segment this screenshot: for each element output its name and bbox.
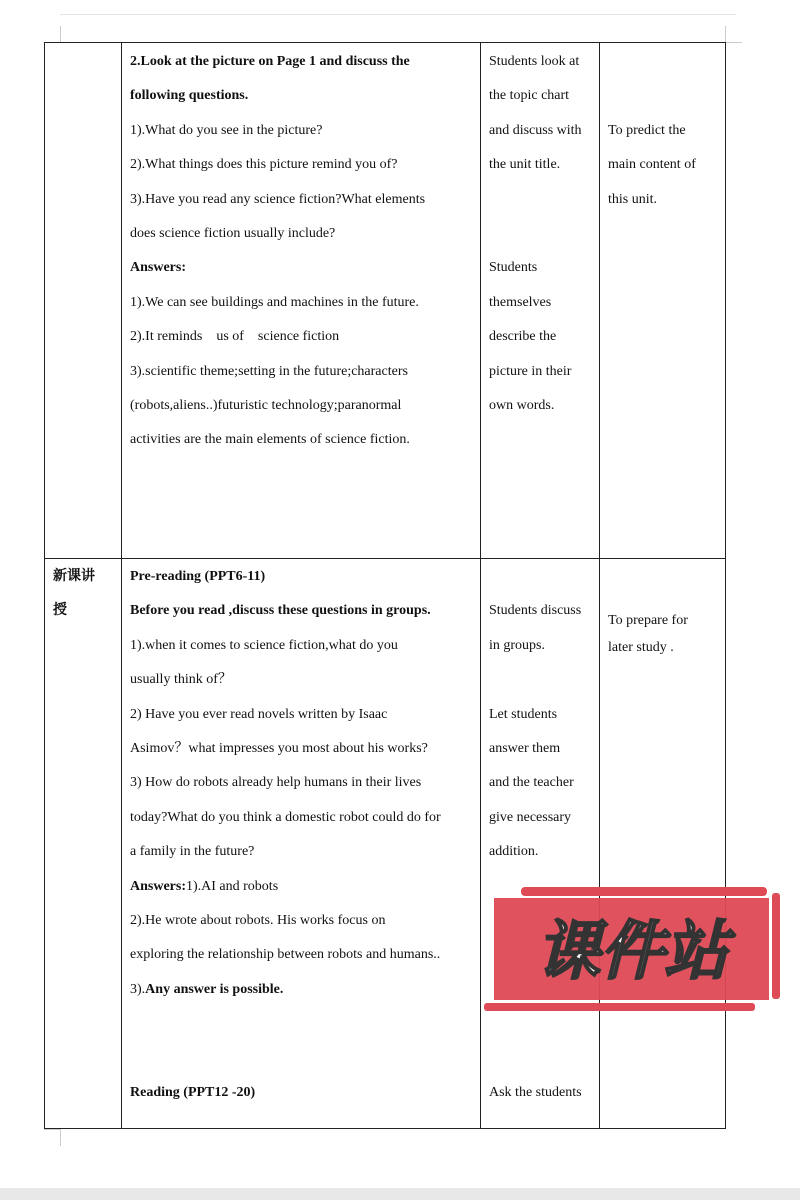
text-line: 新课讲 <box>53 569 95 584</box>
text-line: picture in their <box>489 363 572 379</box>
text-line: Asimov？what impresses you most about his works? <box>130 740 428 756</box>
text-line: 3).Have you read any science fiction?What elements <box>130 191 426 207</box>
text-line: 1).when it comes to science fiction,what do you <box>130 637 398 653</box>
watermark-logo-text: 课件站 <box>536 915 728 989</box>
text-line <box>489 183 591 217</box>
cell-purpose <box>600 43 726 559</box>
text-line: 2).He wrote about robots. His works focus on <box>130 912 386 928</box>
text-line <box>130 1007 472 1041</box>
text-line: answer them <box>489 740 561 756</box>
text-line: and discuss with <box>489 122 582 138</box>
answers-label: Answers: <box>130 878 186 894</box>
text-line: Pre-reading (PPT6-11) <box>130 569 266 584</box>
table-row <box>45 43 726 559</box>
text-line <box>608 45 717 79</box>
text: Any answer is possible. <box>145 981 284 997</box>
text-line: later study . <box>608 640 674 655</box>
text-line: in groups. <box>489 637 545 653</box>
text-line: exploring the relationship between robots and humans.. <box>130 947 441 963</box>
text-line: following questions. <box>130 88 249 104</box>
text-line: Students discuss <box>489 603 582 619</box>
text-line: 2) Have you ever read novels written by Isaac <box>130 706 388 722</box>
text-line: the unit title. <box>489 157 561 173</box>
cell-student-activity <box>481 43 600 559</box>
cell-stage <box>45 559 122 1129</box>
text: 3). <box>130 981 146 997</box>
cell-stage <box>45 43 122 559</box>
text-line <box>130 870 472 904</box>
text-line: To prepare for <box>608 613 688 628</box>
text-line: this unit. <box>608 191 658 207</box>
text-line: Before you read ,discuss these questions in groups. <box>130 603 431 619</box>
watermark-stamp-logo <box>484 885 784 1015</box>
text-line <box>130 1041 472 1075</box>
text-line: give necessary <box>489 809 572 825</box>
text-line: themselves <box>489 294 552 310</box>
text-line <box>608 79 717 113</box>
text-line: own words. <box>489 397 555 413</box>
text-line <box>489 1041 591 1075</box>
text-line: Students <box>489 260 538 276</box>
text-line: 2).It reminds us of science fiction <box>130 329 340 345</box>
text-line: does science fiction usually include? <box>130 225 336 241</box>
text-line: Ask the students <box>489 1084 582 1100</box>
margin-mark <box>44 26 61 43</box>
page-bottom-edge <box>0 1188 800 1200</box>
text-line: main content of <box>608 157 696 173</box>
text-line: usually think of？ <box>130 672 232 688</box>
margin-mark <box>44 1129 61 1146</box>
cell-activities <box>122 559 481 1129</box>
text-line: 2.Look at the picture on Page 1 and discuss the <box>130 54 410 69</box>
table-row <box>45 559 726 1129</box>
text-line: today?What do you think a domestic robot could do for <box>130 809 441 825</box>
text-line: the topic chart <box>489 88 570 104</box>
text-line: and the teacher <box>489 775 574 791</box>
page-top-edge <box>60 0 736 15</box>
margin-mark <box>725 26 742 43</box>
text-line: a family in the future? <box>130 844 255 860</box>
text-line: 授 <box>53 603 67 619</box>
text-line: 1).What do you see in the picture? <box>130 122 323 138</box>
text-line: Let students <box>489 706 558 722</box>
cell-student-activity <box>481 559 600 1129</box>
text-line: 3).scientific theme;setting in the future;characters <box>130 363 408 379</box>
text-line: (robots,aliens..)futuristic technology;paranormal <box>130 397 402 413</box>
text-line: 1).We can see buildings and machines in the future. <box>130 294 419 310</box>
text-line: 2).What things does this picture remind you of? <box>130 157 398 173</box>
text-line <box>489 663 591 697</box>
text: 1).AI and robots <box>186 878 279 894</box>
text-line: activities are the main elements of science fiction. <box>130 432 410 448</box>
text-line: Students look at <box>489 54 580 69</box>
text-line: Answers: <box>130 260 186 276</box>
cell-purpose <box>600 559 726 1129</box>
text-line: describe the <box>489 329 557 345</box>
text-line <box>130 973 472 1007</box>
text-line <box>489 560 591 594</box>
text-line <box>489 217 591 251</box>
text-line: 3) How do robots already help humans in their lives <box>130 775 422 791</box>
text-line: Reading (PPT12 -20) <box>130 1084 256 1100</box>
cell-activities <box>122 43 481 559</box>
text-line: addition. <box>489 844 539 860</box>
text-line: To predict the <box>608 122 686 138</box>
